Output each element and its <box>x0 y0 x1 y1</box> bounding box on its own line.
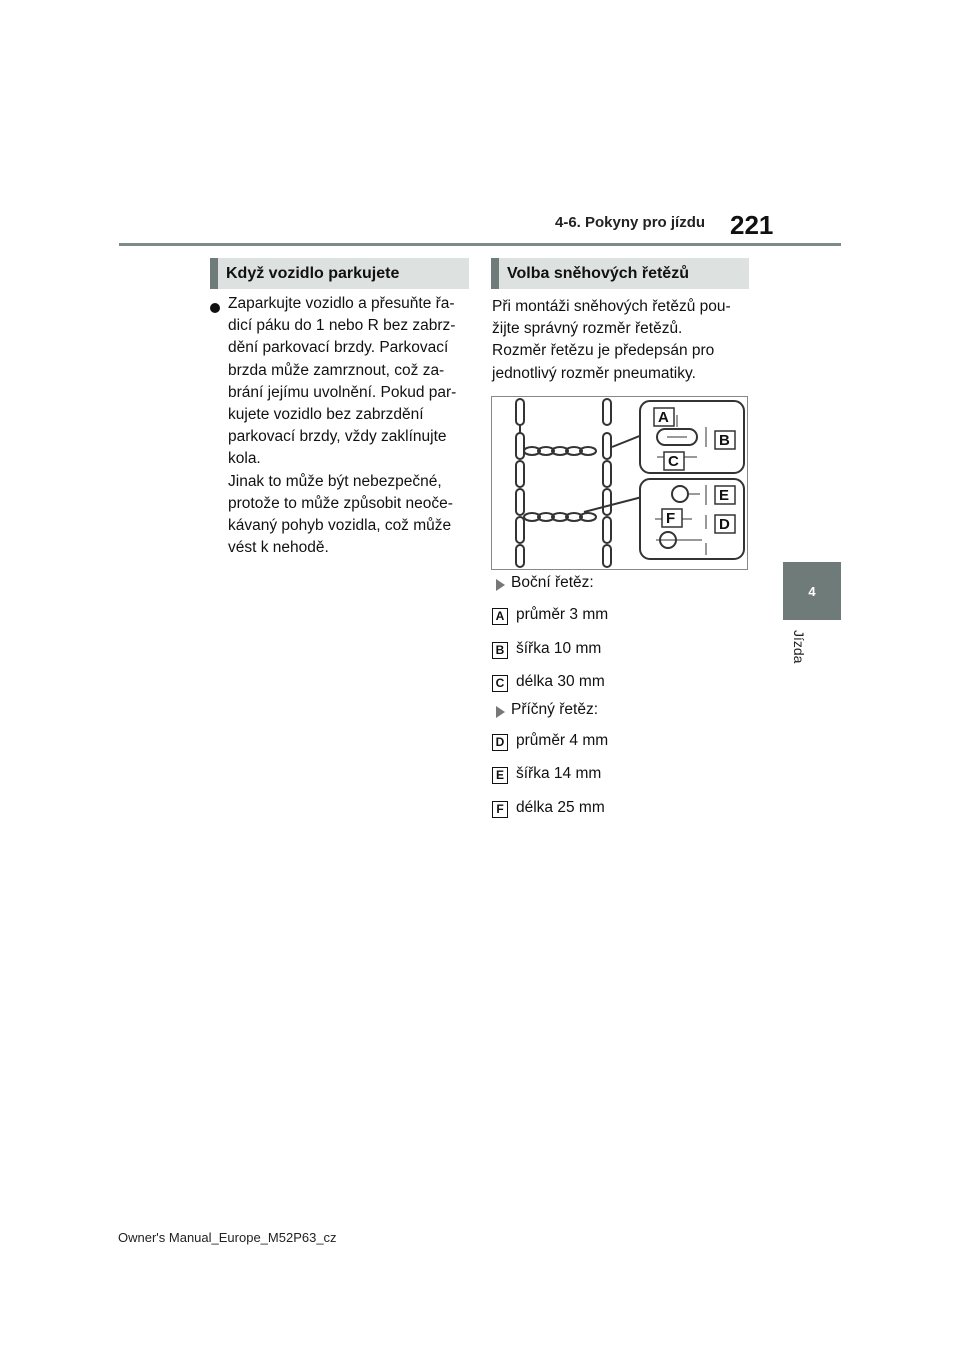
callout-pointer-bottom <box>584 497 642 512</box>
letter-a-box: A <box>492 608 508 625</box>
triangle-icon <box>496 579 505 591</box>
intro-line: Rozměr řetězu je předepsán pro <box>492 342 715 360</box>
parking-line: kola. <box>228 450 261 468</box>
figure-label-c: C <box>668 453 679 470</box>
snow-chain-intro <box>492 296 731 385</box>
horizontal-chain-bottom <box>524 513 596 521</box>
parking-line: Zaparkujte vozidlo a přesuňte řa- <box>228 295 455 312</box>
parking-line: Jinak to může být nebezpečné, <box>228 472 442 490</box>
cross-chain-width: šířka 14 mm <box>516 765 602 782</box>
figure-label-f: F <box>666 510 676 527</box>
snow-chain-illustration <box>492 397 747 569</box>
parking-heading: Když vozidlo parkujete <box>210 258 469 289</box>
callout-pointer-top <box>612 435 642 447</box>
letter-d-box: D <box>492 734 508 751</box>
vertical-chain-right <box>603 399 611 567</box>
horizontal-chain-top <box>524 447 596 455</box>
section-title: 4-6. Pokyny pro jízdu <box>555 214 706 231</box>
chapter-number: 4 <box>808 584 816 599</box>
side-chain-title: Boční řetěz: <box>511 574 594 591</box>
intro-line: jednotlivý rozměr pneumatiky. <box>492 364 696 382</box>
snow-chain-figure <box>491 396 748 570</box>
footer-text: Owner's Manual_Europe_M52P63_cz <box>118 1230 337 1245</box>
parking-line: brzda může zamrznout, což za- <box>228 361 445 379</box>
chapter-label <box>787 630 827 680</box>
letter-e-box: E <box>492 767 508 784</box>
triangle-icon <box>496 706 505 718</box>
parking-line: dicí páku do 1 nebo R bez zabrz- <box>228 317 456 335</box>
parking-line: vést k nehodě. <box>228 539 329 557</box>
parking-line: dění parkovací brzdy. Parkovací <box>228 339 449 357</box>
figure-label-b: B <box>719 432 730 449</box>
parking-line: kávaný pohyb vozidla, což může <box>228 517 452 535</box>
parking-line: parkovací brzdy, vždy zaklínujte <box>228 428 447 446</box>
figure-label-e: E <box>719 487 730 504</box>
cross-chain-diameter: průměr 4 mm <box>516 732 609 749</box>
parking-line: brání jejímu uvolnění. Pokud par- <box>228 383 457 401</box>
intro-line: žijte správný rozměr řetězů. <box>492 320 683 338</box>
letter-b-box: B <box>492 642 508 659</box>
parking-line: kujete vozidlo bez zabrzdění <box>228 406 424 424</box>
cross-chain-length: délka 25 mm <box>516 799 605 816</box>
cross-chain-title: Příčný řetěz: <box>511 701 598 718</box>
header-rule <box>119 243 841 246</box>
chapter-label-text: Jízda <box>791 630 807 664</box>
vertical-chain-left <box>516 399 524 567</box>
parking-text <box>228 293 456 559</box>
side-chain-width: šířka 10 mm <box>516 640 602 657</box>
snow-chain-heading: Volba sněhových řetězů <box>491 258 749 289</box>
letter-c-box: C <box>492 675 508 692</box>
side-chain-diameter: průměr 3 mm <box>516 606 609 623</box>
parking-line: protože to může způsobit neoče- <box>228 494 453 512</box>
letter-f-box: F <box>492 801 508 818</box>
intro-line: Při montáži sněhových řetězů pou- <box>492 298 731 315</box>
side-chain-length: délka 30 mm <box>516 673 605 690</box>
figure-label-a: A <box>658 409 669 426</box>
bullet-icon <box>210 303 220 313</box>
page-number: 221 <box>730 210 774 240</box>
figure-label-d: D <box>719 516 730 533</box>
